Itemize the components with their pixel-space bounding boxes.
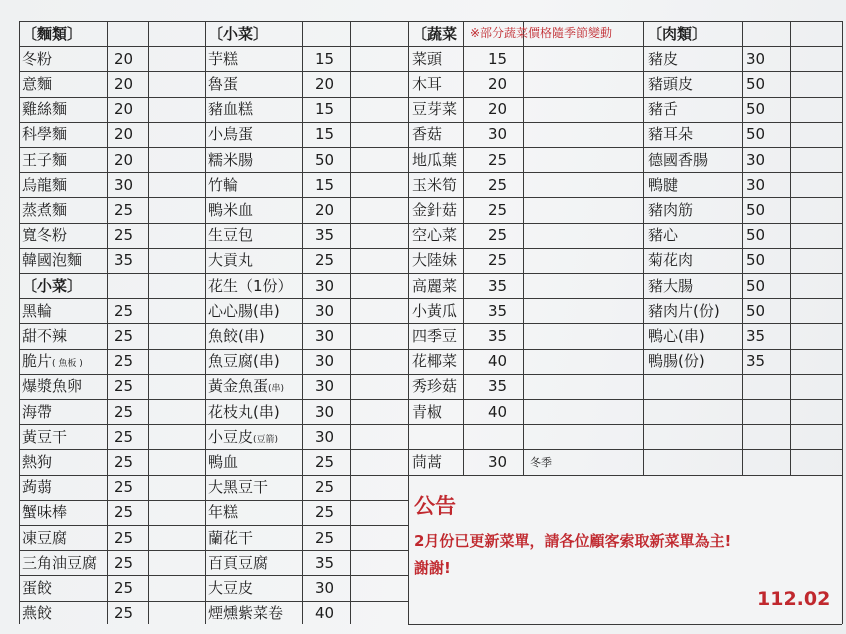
item-name (206, 601, 283, 626)
item-name (20, 248, 82, 273)
item-name-text: 烏龍麵 (22, 175, 68, 194)
item-price: 20 (488, 100, 508, 119)
item-name-text: 鴨腱 (648, 175, 679, 194)
item-name-text: 竹輪 (208, 175, 239, 194)
item-price: 25 (114, 528, 134, 547)
item-name (206, 299, 280, 324)
item-name (410, 223, 457, 248)
item-name-text: 意麵 (22, 74, 53, 93)
item-name-text: 燕餃 (22, 604, 53, 623)
grid-line-horizontal (643, 399, 842, 400)
item-name-text: 空心菜 (412, 226, 458, 245)
item-name-text: 花椰菜 (412, 352, 458, 371)
section-header-sides-a: 〔小菜〕 (22, 276, 83, 295)
item-price: 50 (315, 150, 335, 169)
item-name-text: 豬肉片(份) (648, 301, 720, 320)
item-name-text: 豬舌 (648, 100, 679, 119)
item-name-text: 秀珍菇 (412, 377, 458, 396)
item-price: 25 (114, 478, 134, 497)
grid-line-horizontal (643, 449, 842, 450)
item-name-text: 熱狗 (22, 452, 53, 471)
item-name-text: 生豆包 (208, 226, 254, 245)
item-name-note: (串) (268, 384, 285, 395)
item-name-text: 蛋餃 (22, 578, 53, 597)
item-price: 20 (114, 125, 134, 144)
item-price: 15 (315, 49, 335, 68)
item-name-text: 甜不辣 (22, 326, 68, 345)
item-name-text: 王子麵 (22, 150, 68, 169)
item-name (410, 274, 457, 299)
item-name-text: 爆漿魚卵 (22, 377, 83, 396)
item-name (410, 349, 457, 374)
item-price: 35 (488, 301, 508, 320)
item-name-text: 魚豆腐(串) (208, 352, 280, 371)
item-name (410, 324, 457, 349)
item-name-text: 寬冬粉 (22, 226, 68, 245)
item-name (20, 173, 67, 198)
item-name-text: 豆芽菜 (412, 100, 458, 119)
item-price: 30 (315, 427, 335, 446)
item-name (646, 248, 693, 273)
item-name (20, 475, 52, 500)
item-name (410, 374, 457, 399)
item-price: 25 (114, 503, 134, 522)
grid-line-horizontal (643, 424, 842, 425)
item-price: 25 (488, 226, 508, 245)
item-name (20, 601, 52, 626)
item-price: 50 (746, 301, 766, 320)
item-name-text: 四季豆 (412, 326, 458, 345)
item-name-text: 魯蛋 (208, 74, 239, 93)
item-name (646, 97, 678, 122)
item-price: 25 (114, 377, 134, 396)
item-price: 30 (315, 301, 335, 320)
section-header-noodles: 〔麵類〕 (22, 24, 83, 43)
item-name (410, 198, 457, 223)
item-name (20, 450, 52, 475)
item-price: 20 (488, 74, 508, 93)
item-name (206, 274, 293, 299)
item-price: 35 (488, 377, 508, 396)
item-name-text: 青椒 (412, 402, 443, 421)
item-name (206, 47, 238, 72)
item-name (20, 374, 82, 399)
item-name-text: 木耳 (412, 74, 443, 93)
item-name (206, 475, 268, 500)
notice-line-1: 2月份已更新菜單，請各位顧客索取新菜單為主! (414, 532, 732, 550)
item-name (206, 500, 238, 525)
item-name (646, 349, 705, 374)
seasonal-item-price: 30 (488, 452, 508, 471)
item-name (410, 148, 457, 173)
item-name-text: 韓國泡麵 (22, 251, 83, 270)
item-name-text: 魚餃(串) (208, 326, 265, 345)
item-name-text: 豬心 (648, 226, 679, 245)
item-name-text: 香菇 (412, 125, 443, 144)
item-name-text: 大黑豆干 (208, 478, 269, 497)
item-price: 30 (114, 175, 134, 194)
item-name-text: 花生（1份） (208, 276, 293, 295)
item-price: 20 (315, 74, 335, 93)
grid-line-horizontal (408, 624, 842, 625)
item-name-text: 雞絲麵 (22, 100, 68, 119)
section-header-vegetables: 〔蔬菜 (412, 24, 458, 43)
item-name (206, 97, 253, 122)
item-price: 25 (114, 604, 134, 623)
item-name (206, 324, 265, 349)
item-name-text: 黃金魚蛋 (208, 377, 269, 396)
item-name-text: 煙燻紫菜卷 (208, 604, 284, 623)
item-name-text: 大豆皮 (208, 578, 254, 597)
item-price: 20 (114, 49, 134, 68)
item-name (20, 299, 52, 324)
item-name-text: 科學麵 (22, 125, 68, 144)
seasonal-item-note: 冬季 (530, 455, 552, 469)
section-header-sides-b: 〔小菜〕 (208, 24, 269, 43)
item-price: 25 (114, 200, 134, 219)
item-name-text: 豬頭皮 (648, 74, 694, 93)
grid-line-vertical (842, 21, 843, 624)
item-price: 20 (315, 200, 335, 219)
item-price: 30 (315, 326, 335, 345)
item-name-text: 冬粉 (22, 49, 53, 68)
item-name (410, 47, 442, 72)
item-name-text: 小豆皮 (208, 427, 254, 446)
item-name (410, 248, 457, 273)
notice-title: 公告 (414, 494, 456, 518)
item-name (206, 122, 253, 147)
item-name (206, 551, 268, 576)
item-name-text: 海帶 (22, 402, 53, 421)
item-name-text: 鴨血 (208, 452, 239, 471)
item-name (410, 122, 442, 147)
item-name-text: 黃豆干 (22, 427, 68, 446)
item-name (20, 500, 67, 525)
item-name (206, 349, 280, 374)
item-name-text: 心心腸(串) (208, 301, 280, 320)
notice-line-2: 謝謝! (414, 559, 451, 577)
item-price: 25 (114, 352, 134, 371)
item-price: 30 (746, 175, 766, 194)
item-price: 30 (315, 276, 335, 295)
item-name-text: 菊花肉 (648, 251, 694, 270)
item-name (20, 526, 67, 551)
item-price: 25 (315, 251, 335, 270)
item-price: 35 (315, 553, 335, 572)
item-price: 30 (488, 125, 508, 144)
item-name-text: 鴨米血 (208, 200, 254, 219)
item-name-text: 豬大腸 (648, 276, 694, 295)
item-name (646, 324, 705, 349)
item-name-text: 黑輪 (22, 301, 53, 320)
item-price: 50 (746, 226, 766, 245)
item-name (206, 425, 278, 453)
item-price: 50 (746, 125, 766, 144)
item-price: 30 (315, 578, 335, 597)
item-price: 20 (114, 74, 134, 93)
item-price: 35 (746, 326, 766, 345)
item-name (410, 97, 457, 122)
item-name (410, 299, 457, 324)
item-name (20, 400, 52, 425)
item-price: 25 (488, 251, 508, 270)
item-price: 35 (315, 226, 335, 245)
item-price: 20 (114, 100, 134, 119)
item-name-text: 蒸煮麵 (22, 200, 68, 219)
item-name-text: 糯米腸 (208, 150, 254, 169)
item-price: 30 (315, 352, 335, 371)
item-price: 50 (746, 74, 766, 93)
item-name-text: 小黃瓜 (412, 301, 458, 320)
item-name-text: 玉米筍 (412, 175, 458, 194)
item-name (206, 450, 238, 475)
item-price: 40 (488, 402, 508, 421)
item-price: 25 (114, 226, 134, 245)
item-name (20, 576, 52, 601)
item-name (20, 97, 67, 122)
item-name (206, 526, 253, 551)
grid-line-horizontal (408, 449, 643, 450)
item-name-text: 年糕 (208, 503, 239, 522)
item-price: 25 (114, 427, 134, 446)
item-name-note: (豆箭) (253, 434, 279, 445)
grid-line-horizontal (408, 71, 643, 72)
item-price: 40 (315, 604, 335, 623)
item-name-text: 鴨腸(份) (648, 352, 705, 371)
item-name-text: 三角油豆腐 (22, 553, 98, 572)
item-name-text: 脆片 (22, 352, 53, 371)
item-price: 35 (114, 251, 134, 270)
item-name-text: 大貢丸 (208, 251, 254, 270)
item-name-text: 百頁豆腐 (208, 553, 269, 572)
item-name-text: 蘭花干 (208, 528, 254, 547)
notice-body (414, 528, 731, 582)
item-name-text: 德國香腸 (648, 150, 709, 169)
item-name (206, 374, 284, 402)
item-price: 50 (746, 251, 766, 270)
item-name (20, 324, 67, 349)
item-name (20, 148, 67, 173)
item-price: 30 (315, 402, 335, 421)
item-name (206, 72, 238, 97)
item-price: 30 (746, 49, 766, 68)
item-name (20, 425, 67, 450)
item-name-text: 豬耳朵 (648, 125, 694, 144)
item-name-text: 蒟蒻 (22, 478, 53, 497)
item-name (20, 223, 67, 248)
item-price: 25 (114, 452, 134, 471)
item-price: 25 (114, 578, 134, 597)
item-name (20, 551, 97, 576)
item-name (410, 400, 442, 425)
item-price: 25 (315, 452, 335, 471)
item-price: 25 (488, 150, 508, 169)
item-name (646, 173, 678, 198)
seasonal-item-name: 茼蒿 (412, 452, 443, 471)
item-price: 25 (488, 175, 508, 194)
item-name-text: 凍豆腐 (22, 528, 68, 547)
item-name (20, 198, 67, 223)
item-name (206, 576, 253, 601)
item-name-text: 菜頭 (412, 49, 443, 68)
item-price: 15 (315, 100, 335, 119)
item-name (206, 173, 238, 198)
item-name-text: 花枝丸(串) (208, 402, 280, 421)
section-header-meat: 〔肉類〕 (647, 24, 708, 43)
notice-date: 112.02 (757, 588, 831, 610)
item-name-text: 鴨心(串) (648, 326, 705, 345)
item-price: 35 (746, 352, 766, 371)
item-name (410, 72, 442, 97)
item-price: 25 (114, 402, 134, 421)
grid-line-horizontal (408, 424, 643, 425)
item-name (646, 274, 693, 299)
item-name (646, 198, 693, 223)
item-name (206, 198, 253, 223)
item-name (206, 400, 280, 425)
item-name (20, 72, 52, 97)
item-name-text: 蟹味棒 (22, 503, 68, 522)
item-name (646, 299, 720, 324)
item-name-text: 豬肉筋 (648, 200, 694, 219)
item-name-note: ( 魚板 ) (52, 359, 83, 370)
item-price: 50 (746, 200, 766, 219)
item-name-text: 金針菇 (412, 200, 458, 219)
item-name-text: 豬血糕 (208, 100, 254, 119)
vegetable-price-note: ※部分蔬菜價格隨季節變動 (470, 26, 613, 40)
item-price: 25 (114, 301, 134, 320)
item-price: 20 (114, 150, 134, 169)
item-price: 35 (488, 326, 508, 345)
item-price: 25 (114, 553, 134, 572)
item-price: 35 (488, 276, 508, 295)
item-name (646, 223, 678, 248)
item-price: 25 (488, 200, 508, 219)
item-price: 15 (315, 125, 335, 144)
item-price: 50 (746, 100, 766, 119)
item-name-text: 地瓜葉 (412, 150, 458, 169)
item-name (206, 148, 253, 173)
item-price: 30 (315, 377, 335, 396)
item-name-text: 豬皮 (648, 49, 679, 68)
item-name-text: 高麗菜 (412, 276, 458, 295)
item-price: 15 (315, 175, 335, 194)
item-name (646, 148, 708, 173)
item-name (20, 349, 83, 377)
item-price: 25 (315, 528, 335, 547)
item-price: 25 (315, 478, 335, 497)
item-name (646, 122, 693, 147)
item-price: 25 (114, 326, 134, 345)
item-name-text: 小鳥蛋 (208, 125, 254, 144)
item-price: 30 (746, 150, 766, 169)
item-name-text: 芋糕 (208, 49, 239, 68)
item-name (20, 47, 52, 72)
item-name (410, 173, 457, 198)
item-name (20, 122, 67, 147)
item-price: 15 (488, 49, 508, 68)
item-name (646, 47, 678, 72)
item-price: 50 (746, 276, 766, 295)
item-name (206, 223, 253, 248)
item-price: 25 (315, 503, 335, 522)
item-name (646, 72, 693, 97)
item-name-text: 大陸妹 (412, 251, 458, 270)
item-name (206, 248, 253, 273)
item-price: 40 (488, 352, 508, 371)
